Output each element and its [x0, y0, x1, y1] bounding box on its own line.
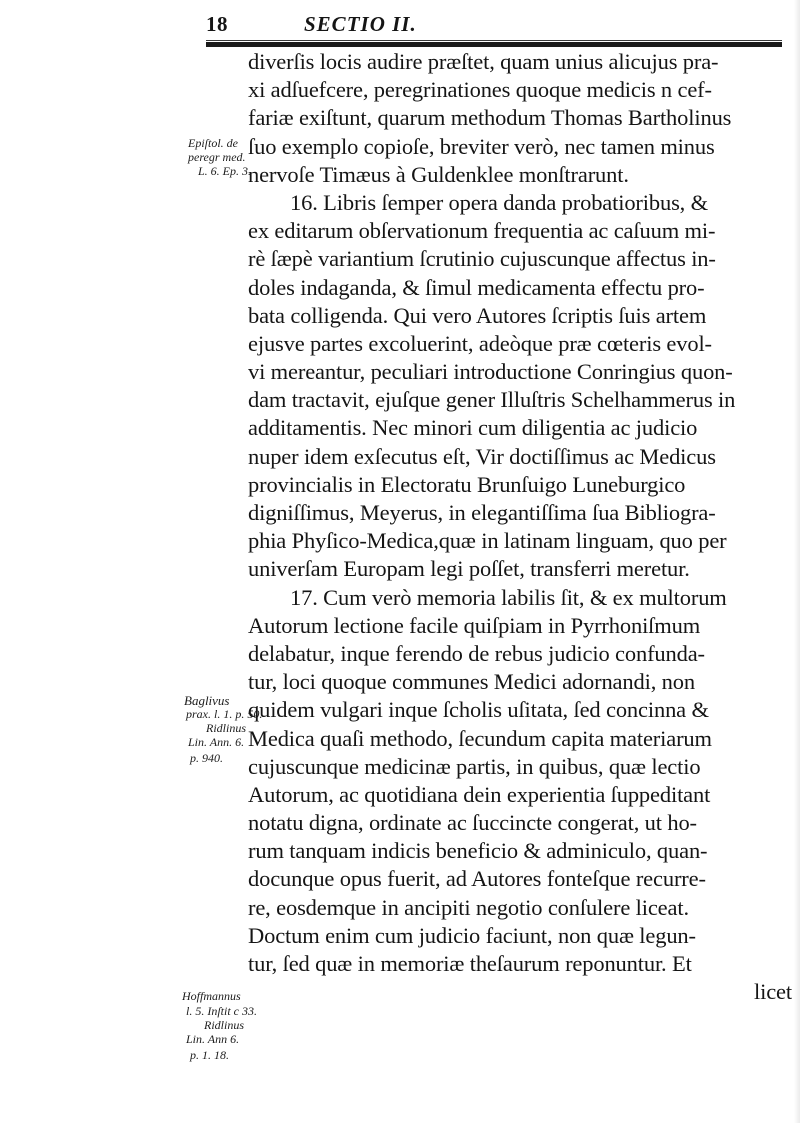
text-line: quidem vulgari inque ſcholis uſitata, ſed concinna & — [248, 697, 709, 723]
text-line: notatu digna, ordinate ac ſuccincte congerat, ut ho- — [248, 810, 697, 836]
text-line: doles indaganda, & ſimul medicamenta effectu pro- — [248, 274, 705, 300]
margin-note-prax: prax. l. 1. p. 50. — [186, 707, 263, 721]
text-line: diverſis locis audire præſtet, quam unius alicujus pra- — [248, 49, 719, 74]
paragraph-16-start: 16. Libris ſemper opera danda probatioribus, & — [290, 189, 708, 215]
text-line: docunque opus fuerit, ad Autores fonteſque recurre- — [248, 866, 706, 892]
margin-note-l6-ep3: L. 6. Ep. 3. — [198, 164, 252, 178]
text-line: provincialis in Electoratu Brunſuigo Luneburgico — [248, 471, 686, 497]
text-line: ejusve partes excoluerint, adeòque præ cœteris evol- — [248, 330, 712, 356]
text-line: rum tanquam indicis beneficio & adminiculo, quan- — [248, 838, 708, 864]
margin-note-lin-ann-2: Lin. Ann 6. — [186, 1032, 240, 1046]
header-rule-thin — [206, 40, 782, 41]
margin-note-p118: p. 1. 18. — [190, 1048, 229, 1062]
text-line: Autorum, ac quotidiana dein experientia ſuppeditant — [248, 781, 711, 807]
text-line: vi mereantur, peculiari introductione Conringius quon- — [248, 359, 733, 385]
page-edge-shadow — [794, 0, 800, 1123]
text-line: bata colligenda. Qui vero Autores ſcriptis ſuis artem — [248, 302, 707, 328]
text-line: delabatur, inque ferendo de rebus judicio confunda- — [248, 640, 705, 666]
text-line: ſuo exemplo copioſe, breviter verò, nec tamen minus — [248, 133, 715, 159]
margin-note-ridlinus-1: Ridlinus — [206, 721, 247, 735]
text-line: additamentis. Nec minori cum diligentia ac judicio — [248, 415, 698, 441]
text-line: tur, loci quoque communes Medici adornandi, non — [248, 669, 695, 695]
text-line: cujuscunque medicinæ partis, in quibus, quæ lectio — [248, 753, 701, 779]
text-line: univerſam Europam legi poſſet, transferri meretur. — [248, 556, 690, 582]
text-line: fariæ exiſtunt, quarum methodum Thomas Bartholinus — [248, 105, 732, 131]
margin-note-epistol: Epiſtol. de — [188, 136, 238, 150]
running-head: SECTIO II. — [304, 12, 417, 36]
text-line: Medica quaſi methodo, ſecundum capita materiarum — [248, 725, 712, 751]
margin-note-peregr: peregr med. — [188, 150, 246, 164]
text-line: Doctum enim cum judicio faciunt, non quæ legun- — [248, 922, 696, 948]
margin-note-ridlinus-2: Ridlinus — [204, 1018, 245, 1032]
text-line: ex editarum obſervationum frequentia ac caſuum mi- — [248, 218, 716, 244]
text-line: tur, ſed quæ in memoriæ theſaurum reponuntur. Et — [248, 951, 692, 976]
margin-note-lin-ann-1: Lin. Ann. 6. — [188, 735, 245, 749]
text-line: phia Phyſico-Medica,quæ in latinam linguam, quo per — [248, 528, 727, 554]
text-line: digniſſimus, Meyerus, in elegantiſſima ſua Bibliogra- — [248, 500, 716, 525]
text-line: Autorum lectione facile quiſpiam in Pyrrhoniſmum — [248, 612, 701, 638]
catchword: licet — [754, 979, 792, 1005]
margin-note-p940: p. 940. — [190, 751, 223, 765]
page-number: 18 — [206, 12, 228, 36]
body-text — [248, 48, 796, 1006]
text-line: rè ſæpè variantium ſcrutinio cujuscunque affectus in- — [248, 246, 716, 272]
margin-note-hoffmannus: Hoffmannus — [182, 989, 241, 1003]
margin-note-baglivus: Baglivus — [184, 693, 230, 708]
text-line: re, eosdemque in ancipiti negotio conſulere liceat. — [248, 894, 689, 920]
text-line: xi adſuefcere, peregrinationes quoque medicis n cef- — [248, 77, 712, 103]
margin-note-instit: l. 5. Inſtit c 33. — [186, 1004, 257, 1018]
paragraph-17-start: 17. Cum verò memoria labilis ſit, & ex multorum — [290, 584, 727, 610]
text-line: nuper idem exſecutus eſt, Vir doctiſſimus ac Medicus — [248, 443, 716, 469]
header-rule — [206, 42, 782, 47]
text-line: nervoſe Timæus à Guldenklee monſtrarunt. — [248, 161, 629, 187]
text-line: dam tractavit, ejuſque gener Illuſtris Schelhammerus in — [248, 387, 736, 413]
